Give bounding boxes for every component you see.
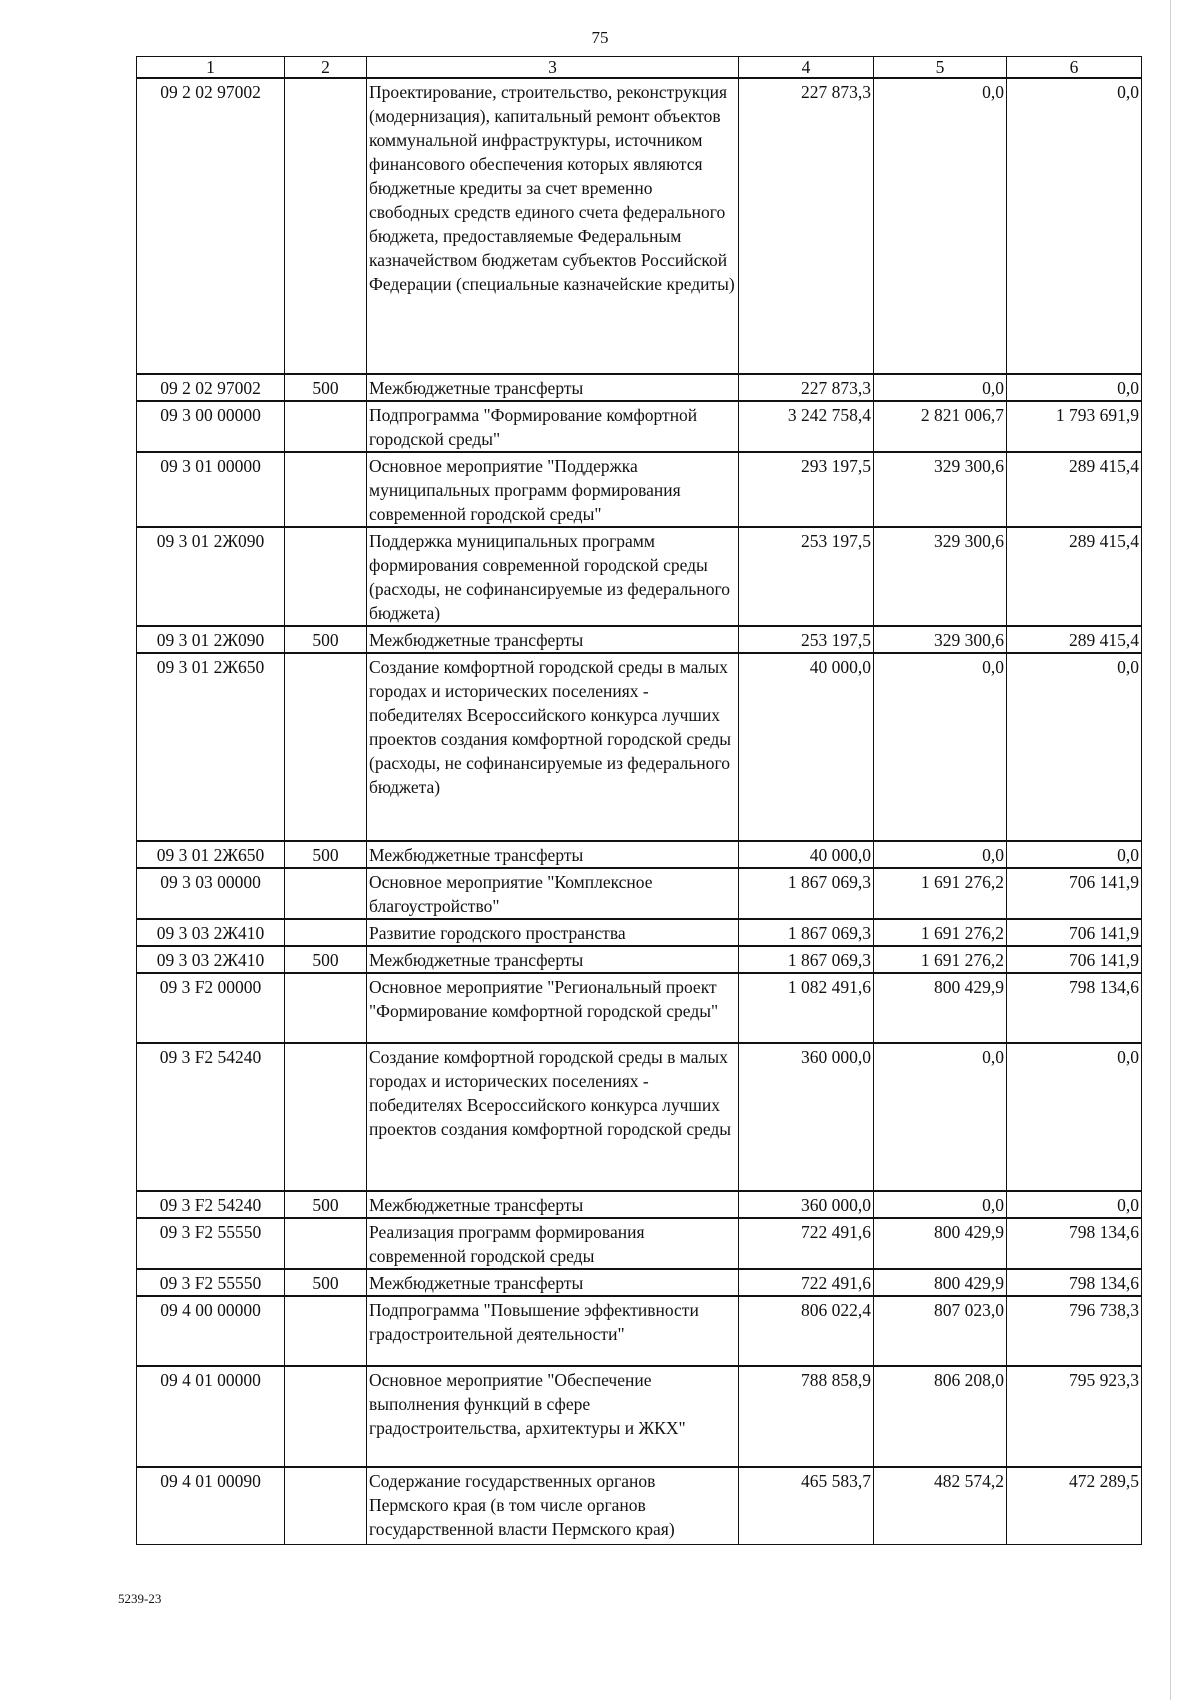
cell-amount-2: 800 429,9 (874, 1218, 1007, 1269)
cell-amount-2: 0,0 (874, 1191, 1007, 1218)
cell-code: 09 3 03 2Ж410 (137, 919, 285, 946)
column-header-amount-3: 6 (1007, 57, 1142, 79)
table-row (137, 452, 1142, 527)
cell-kvr (285, 78, 367, 374)
table-row (137, 1043, 1142, 1191)
table-row (137, 946, 1142, 973)
cell-amount-2: 2 821 006,7 (874, 401, 1007, 452)
cell-amount-3: 798 134,6 (1007, 973, 1142, 1043)
cell-amount-1: 806 022,4 (739, 1296, 874, 1366)
cell-name: Межбюджетные трансферты (367, 374, 739, 401)
cell-amount-2: 329 300,6 (874, 527, 1007, 626)
cell-amount-2: 0,0 (874, 78, 1007, 374)
cell-amount-2: 0,0 (874, 374, 1007, 401)
column-header-amount-1: 4 (739, 57, 874, 79)
cell-amount-2: 0,0 (874, 1043, 1007, 1191)
cell-code: 09 3 F2 54240 (137, 1043, 285, 1191)
cell-amount-3: 706 141,9 (1007, 946, 1142, 973)
cell-amount-1: 40 000,0 (739, 841, 874, 868)
cell-name: Проектирование, строительство, реконструкция (модернизация), капитальный ремонт объектов коммунальной инфраструктуры, источником финансового обеспечения которых являются бюджетные кредиты за счет временно свободных средств единого счета федерального бюджета, предоставляемые Федеральным казначейством бюджетам субъектов Российской Федерации (специальные казначейские кредиты) (367, 78, 739, 374)
table-row (137, 1191, 1142, 1218)
cell-amount-1: 227 873,3 (739, 78, 874, 374)
cell-name: Межбюджетные трансферты (367, 626, 739, 653)
page-number: 75 (591, 28, 609, 47)
table-row (137, 1296, 1142, 1366)
cell-code: 09 3 03 2Ж410 (137, 946, 285, 973)
cell-name: Создание комфортной городской среды в малых городах и исторических поселениях - победителях Всероссийского конкурса лучших проектов создания комфортной городской среды (расходы, не софинансируемые из федерального бюджета) (367, 653, 739, 841)
table-body (137, 78, 1142, 1544)
cell-amount-3: 796 738,3 (1007, 1296, 1142, 1366)
column-header-kvr: 2 (285, 57, 367, 79)
cell-amount-2: 807 023,0 (874, 1296, 1007, 1366)
cell-name: Межбюджетные трансферты (367, 1269, 739, 1296)
cell-name: Межбюджетные трансферты (367, 1191, 739, 1218)
cell-amount-2: 1 691 276,2 (874, 946, 1007, 973)
cell-amount-3: 0,0 (1007, 841, 1142, 868)
cell-amount-1: 465 583,7 (739, 1467, 874, 1544)
cell-amount-1: 253 197,5 (739, 626, 874, 653)
cell-code: 09 3 00 00000 (137, 401, 285, 452)
cell-code: 09 3 01 2Ж090 (137, 626, 285, 653)
cell-name: Подпрограмма "Формирование комфортной городской среды" (367, 401, 739, 452)
cell-amount-1: 360 000,0 (739, 1043, 874, 1191)
cell-kvr (285, 1218, 367, 1269)
cell-amount-1: 227 873,3 (739, 374, 874, 401)
cell-kvr: 500 (285, 1191, 367, 1218)
cell-kvr (285, 452, 367, 527)
cell-code: 09 3 01 2Ж650 (137, 841, 285, 868)
table-row (137, 527, 1142, 626)
cell-amount-1: 253 197,5 (739, 527, 874, 626)
table-row (137, 626, 1142, 653)
cell-amount-3: 1 793 691,9 (1007, 401, 1142, 452)
cell-amount-2: 1 691 276,2 (874, 868, 1007, 919)
table-row (137, 1269, 1142, 1296)
cell-amount-1: 1 867 069,3 (739, 946, 874, 973)
cell-amount-3: 289 415,4 (1007, 452, 1142, 527)
cell-kvr (285, 1296, 367, 1366)
cell-amount-2: 1 691 276,2 (874, 919, 1007, 946)
cell-name: Межбюджетные трансферты (367, 841, 739, 868)
column-header-name: 3 (367, 57, 739, 79)
cell-amount-2: 482 574,2 (874, 1467, 1007, 1544)
table-row (137, 919, 1142, 946)
table-row (137, 374, 1142, 401)
cell-name: Поддержка муниципальных программ формирования современной городской среды (расходы, не софинансируемые из федерального бюджета) (367, 527, 739, 626)
cell-amount-3: 798 134,6 (1007, 1269, 1142, 1296)
cell-code: 09 2 02 97002 (137, 374, 285, 401)
cell-amount-2: 0,0 (874, 841, 1007, 868)
cell-code: 09 2 02 97002 (137, 78, 285, 374)
table-row (137, 868, 1142, 919)
cell-name: Основное мероприятие "Комплексное благоустройство" (367, 868, 739, 919)
cell-amount-1: 360 000,0 (739, 1191, 874, 1218)
cell-name: Основное мероприятие "Региональный проект "Формирование комфортной городской среды" (367, 973, 739, 1043)
cell-kvr (285, 527, 367, 626)
cell-kvr (285, 1043, 367, 1191)
cell-amount-3: 472 289,5 (1007, 1467, 1142, 1544)
cell-amount-3: 795 923,3 (1007, 1366, 1142, 1467)
cell-amount-1: 1 867 069,3 (739, 919, 874, 946)
cell-amount-1: 722 491,6 (739, 1269, 874, 1296)
cell-amount-1: 788 858,9 (739, 1366, 874, 1467)
table-row (137, 1467, 1142, 1544)
cell-amount-3: 706 141,9 (1007, 919, 1142, 946)
cell-kvr (285, 868, 367, 919)
cell-amount-1: 1 867 069,3 (739, 868, 874, 919)
cell-amount-2: 329 300,6 (874, 626, 1007, 653)
cell-amount-2: 329 300,6 (874, 452, 1007, 527)
cell-amount-2: 800 429,9 (874, 1269, 1007, 1296)
cell-name: Межбюджетные трансферты (367, 946, 739, 973)
cell-amount-3: 0,0 (1007, 1191, 1142, 1218)
cell-amount-1: 40 000,0 (739, 653, 874, 841)
cell-kvr (285, 1366, 367, 1467)
table-row (137, 1366, 1142, 1467)
cell-amount-2: 0,0 (874, 653, 1007, 841)
cell-kvr: 500 (285, 946, 367, 973)
cell-amount-3: 0,0 (1007, 653, 1142, 841)
cell-code: 09 3 F2 55550 (137, 1218, 285, 1269)
cell-kvr (285, 1467, 367, 1544)
cell-name: Развитие городского пространства (367, 919, 739, 946)
cell-amount-3: 706 141,9 (1007, 868, 1142, 919)
table-row (137, 973, 1142, 1043)
cell-kvr (285, 919, 367, 946)
column-header-amount-2: 5 (874, 57, 1007, 79)
cell-amount-3: 0,0 (1007, 78, 1142, 374)
cell-code: 09 3 01 2Ж090 (137, 527, 285, 626)
document-code: 5239-23 (118, 1591, 162, 1606)
cell-amount-3: 289 415,4 (1007, 626, 1142, 653)
cell-code: 09 3 F2 55550 (137, 1269, 285, 1296)
cell-kvr: 500 (285, 374, 367, 401)
table-row (137, 78, 1142, 374)
cell-name: Основное мероприятие "Обеспечение выполнения функций в сфере градостроительства, архитектуры и ЖКХ" (367, 1366, 739, 1467)
cell-code: 09 4 01 00090 (137, 1467, 285, 1544)
cell-amount-3: 798 134,6 (1007, 1218, 1142, 1269)
cell-kvr (285, 973, 367, 1043)
cell-amount-1: 3 242 758,4 (739, 401, 874, 452)
cell-code: 09 3 01 00000 (137, 452, 285, 527)
cell-name: Создание комфортной городской среды в малых городах и исторических поселениях - победителях Всероссийского конкурса лучших проектов создания комфортной городской среды (367, 1043, 739, 1191)
cell-amount-3: 0,0 (1007, 1043, 1142, 1191)
cell-name: Реализация программ формирования современной городской среды (367, 1218, 739, 1269)
cell-amount-1: 293 197,5 (739, 452, 874, 527)
table-row (137, 841, 1142, 868)
cell-amount-1: 1 082 491,6 (739, 973, 874, 1043)
cell-code: 09 3 01 2Ж650 (137, 653, 285, 841)
cell-code: 09 4 00 00000 (137, 1296, 285, 1366)
cell-code: 09 3 F2 00000 (137, 973, 285, 1043)
page-edge-line (1170, 0, 1171, 1700)
table-row (137, 1218, 1142, 1269)
cell-amount-1: 722 491,6 (739, 1218, 874, 1269)
cell-name: Подпрограмма "Повышение эффективности градостроительной деятельности" (367, 1296, 739, 1366)
cell-kvr: 500 (285, 626, 367, 653)
cell-code: 09 4 01 00000 (137, 1366, 285, 1467)
column-header-code: 1 (137, 57, 285, 79)
table-row (137, 401, 1142, 452)
cell-amount-3: 0,0 (1007, 374, 1142, 401)
cell-kvr (285, 401, 367, 452)
cell-code: 09 3 03 00000 (137, 868, 285, 919)
table-row (137, 653, 1142, 841)
cell-code: 09 3 F2 54240 (137, 1191, 285, 1218)
cell-amount-2: 800 429,9 (874, 973, 1007, 1043)
table-header-row (137, 57, 1142, 79)
cell-amount-3: 289 415,4 (1007, 527, 1142, 626)
cell-amount-2: 806 208,0 (874, 1366, 1007, 1467)
cell-name: Основное мероприятие "Поддержка муниципальных программ формирования современной городской среды" (367, 452, 739, 527)
cell-kvr: 500 (285, 841, 367, 868)
budget-table (136, 56, 1142, 1545)
cell-kvr (285, 653, 367, 841)
cell-name: Содержание государственных органов Пермского края (в том числе органов государственной власти Пермского края) (367, 1467, 739, 1544)
cell-kvr: 500 (285, 1269, 367, 1296)
